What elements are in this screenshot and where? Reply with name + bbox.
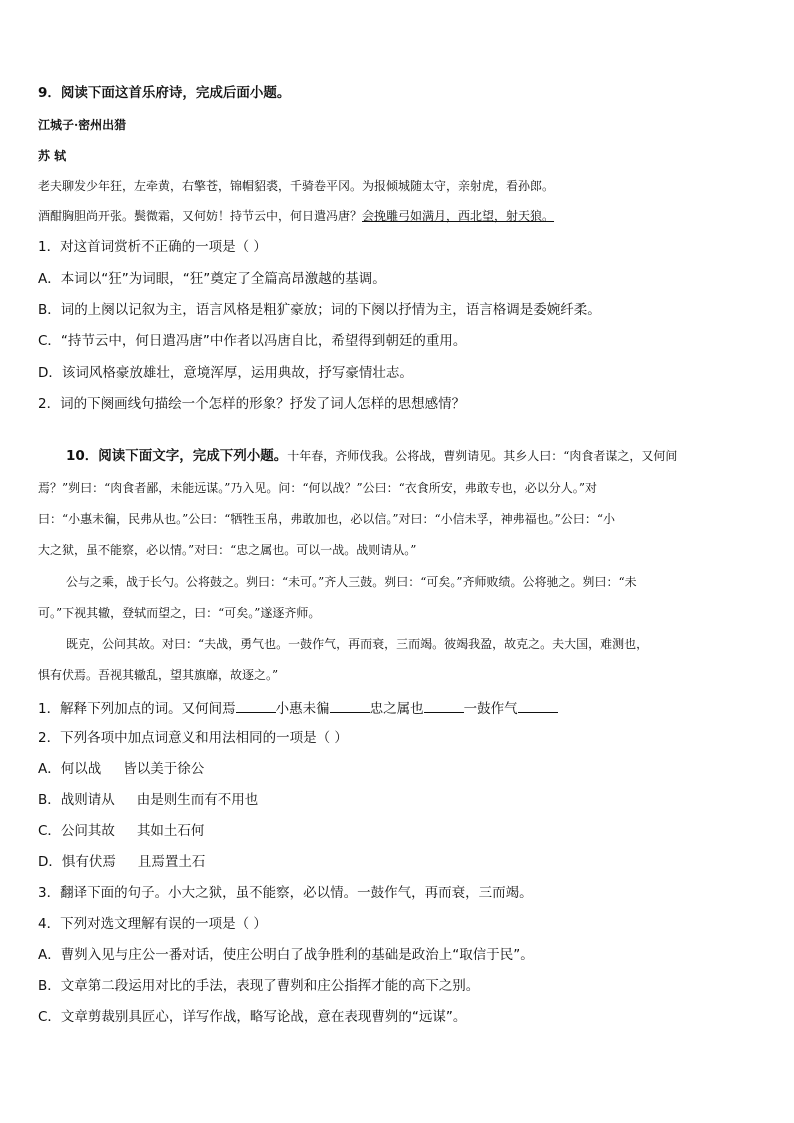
option-c-text: 其如土石何 <box>136 823 205 839</box>
option-b-text: 由是则生而有不用也 <box>136 792 259 808</box>
q10-sub3-stem: 3．翻译下面的句子。小大之狱，虽不能察，必以情。一鼓作气，再而衰，三而竭。 <box>38 885 533 901</box>
q10-sub1-item-4: 一鼓作气 <box>463 701 518 717</box>
q10-p1-l1: 十年春，齐师伐我。公将战，曹刿请见。其乡人曰：“肉食者谋之，又何间 <box>287 449 678 463</box>
q10-p1-l3: 曰：“小惠未徧，民弗从也。”公曰：“牺牲玉帛，弗敢加也，必以信。”对曰：“小信未孚，神弗福也。”公曰：“小 <box>38 512 615 526</box>
q10-p3-l1: 既克，公问其故。对曰：“夫战，勇气也。一鼓作气，再而衰，三而竭。彼竭我盈，故克之。夫大国，难测也， <box>66 637 649 651</box>
answer-blank-3 <box>424 698 464 713</box>
poem-line-2-underlined: 会挽雕弓如满月，西北望，射天狼。 <box>362 209 555 223</box>
q9-sub2-stem: 2．词的下阕画线句描绘一个怎样的形象？抒发了词人怎样的思想感情？ <box>38 396 466 412</box>
poem-line-1: 老夫聊发少年狂，左牵黄，右擎苍，锦帽貂裘，千骑卷平冈。为报倾城随太守，亲射虎，看孙郎。 <box>38 179 555 193</box>
q10-passage-line-1 <box>66 447 677 465</box>
q9-sub1-option-b: B．词的上阕以记叙为主，语言风格是粗犷豪放；词的下阕以抒情为主，语言格调是委婉纤柔。 <box>38 302 601 318</box>
option-a-text: 皆以美于徐公 <box>123 761 205 777</box>
q10-sub2-option-c <box>38 822 204 840</box>
poem-line-2-plain: 酒酣胸胆尚开张。鬓微霜，又何妨！持节云中，何日遣冯唐？ <box>38 209 363 223</box>
q10-sub2-option-b <box>38 791 258 809</box>
q10-p2-l1: 公与之乘，战于长勺。公将鼓之。刿曰：“未可。”齐人三鼓。刿曰：“可矣。”齐师败绩。公将驰之。刿曰：“未 <box>66 575 637 589</box>
q10-sub1-item-2: 小惠未徧 <box>275 701 330 717</box>
q9-sub1-option-a: A．本词以“狂”为词眼，“狂”奠定了全篇高昂激越的基调。 <box>38 271 386 287</box>
q10-sub1-item-3: 忠之属也 <box>369 701 424 717</box>
poem-title: 江城子·密州出猎 <box>38 118 127 132</box>
answer-blank-2 <box>330 698 370 713</box>
q10-p1-l4: 大之狱，虽不能察，必以情。”对曰：“忠之属也。可以一战。战则请从。” <box>38 543 417 557</box>
q10-header: 10．阅读下面文字，完成下列小题。 <box>66 448 288 464</box>
q9-header: 9．阅读下面这首乐府诗，完成后面小题。 <box>38 85 291 101</box>
q10-sub1-prefix: 1．解释下列加点的词。 <box>38 701 182 717</box>
q10-sub4-option-b: B．文章第二段运用对比的手法，表现了曹刿和庄公指挥才能的高下之别。 <box>38 978 480 994</box>
q9-sub1-option-d: D．该词风格豪放雄壮，意境浑厚，运用典故，抒写豪情壮志。 <box>38 365 413 381</box>
q10-sub2-option-d <box>38 853 205 871</box>
q10-sub4-stem: 4．下列对选文理解有误的一项是（ ） <box>38 916 267 932</box>
option-b-label: B．战则请从 <box>38 792 115 808</box>
q9-sub1-option-c: C．“持节云中，何日遣冯唐”中作者以冯唐自比，希望得到朝廷的重用。 <box>38 333 467 349</box>
q9-sub1-stem: 1．对这首词赏析不正确的一项是（ ） <box>38 239 267 255</box>
q10-p2-l2: 可。”下视其辙，登轼而望之，曰：“可矣。”遂逐齐师。 <box>38 606 321 620</box>
q10-p3-l2: 惧有伏焉。吾视其辙乱，望其旗靡，故逐之。” <box>38 668 279 682</box>
q10-sub4-option-a: A．曹刿入见与庄公一番对话，使庄公明白了战争胜利的基础是政治上“取信于民”。 <box>38 947 534 963</box>
q10-sub1-item-1: 又何间焉 <box>181 701 236 717</box>
option-d-label: D．惧有伏焉 <box>38 854 116 870</box>
option-d-text: 且焉置土石 <box>137 854 206 870</box>
q10-sub2-option-a <box>38 760 204 778</box>
answer-blank-1 <box>236 698 276 713</box>
q10-sub2-stem: 2．下列各项中加点词意义和用法相同的一项是（ ） <box>38 730 348 746</box>
q10-p1-l2: 焉？”刿曰：“肉食者鄙，未能远谋。”乃入见。问：“何以战？”公曰：“衣食所安，弗敢专也，必以分人。”对 <box>38 481 597 495</box>
poem-author: 苏 轼 <box>38 149 67 163</box>
option-c-label: C．公问其故 <box>38 823 115 839</box>
q10-sub1 <box>38 698 558 718</box>
q10-sub4-option-c: C．文章剪裁别具匠心，详写作战，略写论战，意在表现曹刿的“远谋”。 <box>38 1009 467 1025</box>
poem-line-2 <box>38 207 554 225</box>
answer-blank-4 <box>518 698 558 713</box>
option-a-label: A．何以战 <box>38 761 102 777</box>
